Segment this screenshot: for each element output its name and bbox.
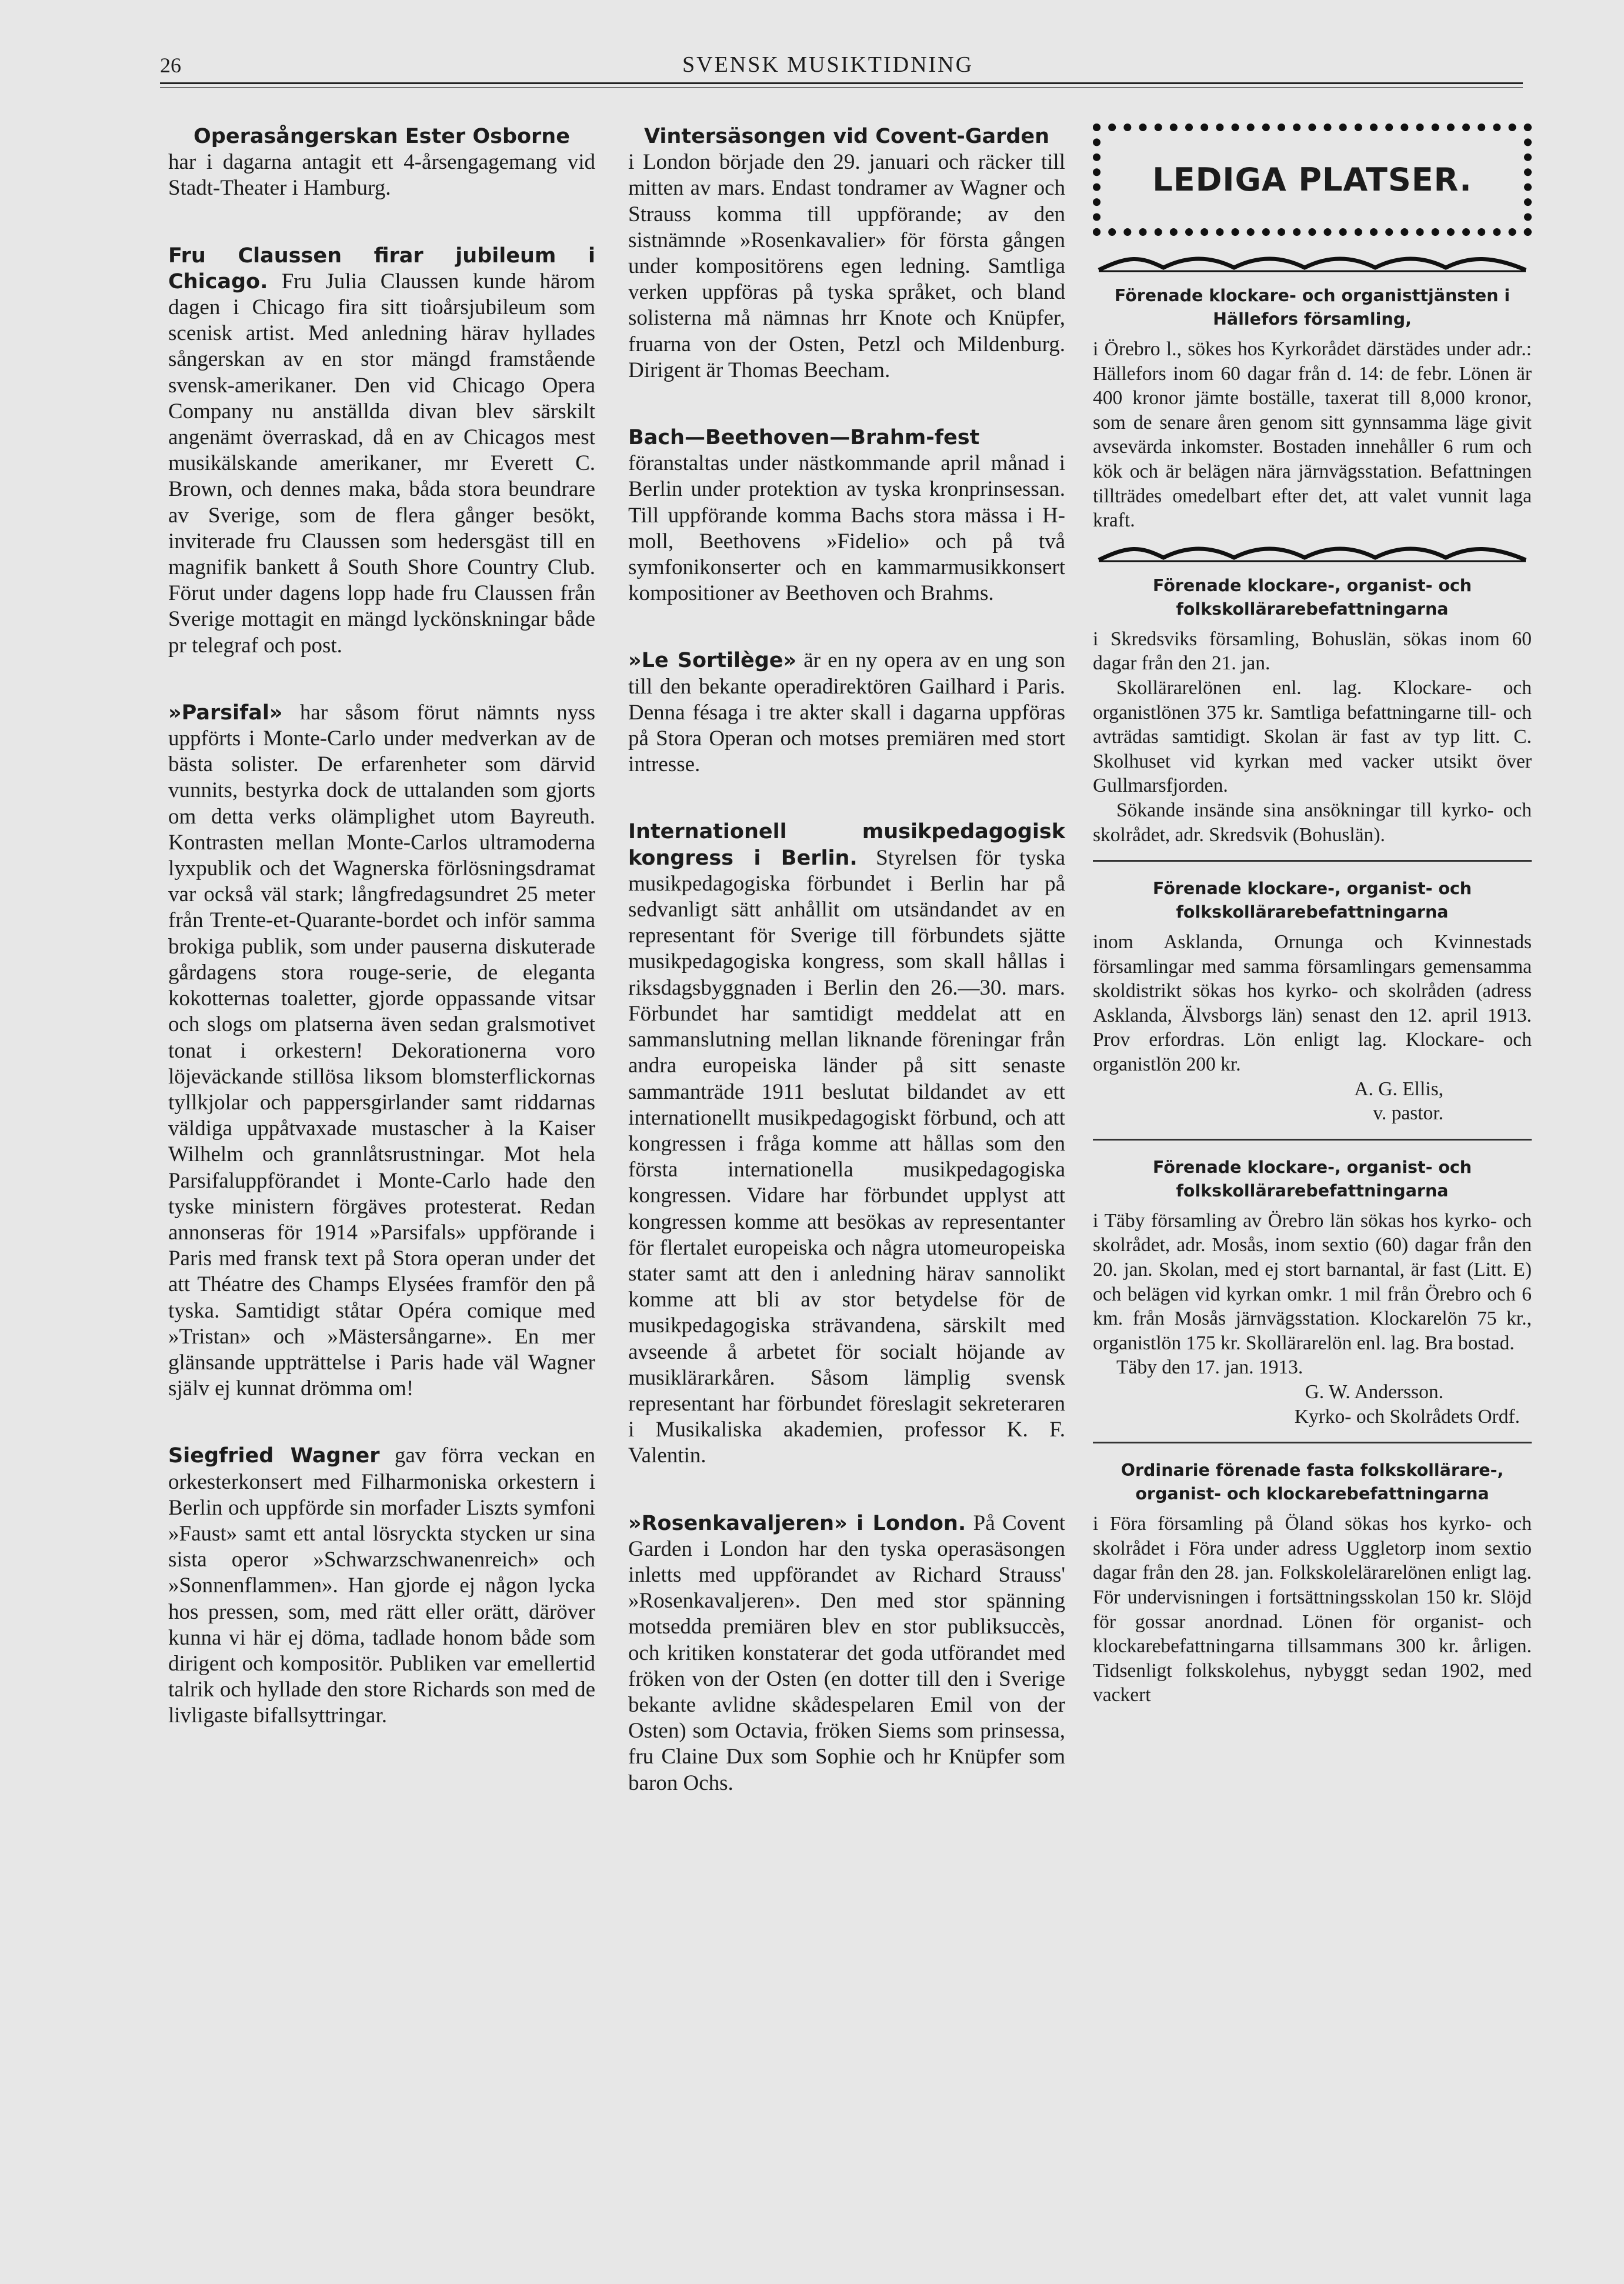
column-3-classifieds [1093,124,1532,1718]
divider-line [1093,1442,1532,1443]
page-number: 26 [160,54,181,77]
signature: G. W. Andersson. [1305,1381,1443,1403]
article-text: föranstaltas under nästkommande april månad i Berlin under protektion av tyska kronprinsessan. Till uppförande komma Bachs stora mässa i H-moll, Beethovens »Fidelio» och på två symfonikonserter och en kammarmusikkonsert kompositioner av Beethoven och Brahms. [628,451,1065,606]
article-heading: Bach—Beethoven—Brahm-fest [628,426,980,450]
article-bach-fest [628,425,1065,606]
ad-text: i Täby församling av Örebro län sökas hos kyrko- och skolrådet, adr. Mosås, inom sextio (60) dagar från den 20. jan. Skolan, med ej stort barnantal, är fast (Litt. E) och belägen vid kyrkan omkr. 1 mil från Örebro och 6 km. från Mosås järnvägsstation. Klockarelön 75 kr., organistlön 175 kr. Skollärarelön enl. lag. Bra bostad. [1093,1209,1532,1354]
ad-heading: Förenade klockare-, organist- och folkskollärarebefattningarna [1152,1157,1472,1201]
header-rule [160,82,1523,84]
article-heading: Internationell musikpedagogisk kongress i Berlin. [628,820,1065,870]
article-heading: »Le Sortilège» [628,649,797,673]
divider-line [1093,860,1532,862]
ad-heading: Förenade klockare-, organist- och folkskollärarebefattningarna [1152,879,1472,922]
ornament-divider [1093,254,1532,274]
article-text: är en ny opera av en ung son till den bekante operadirektören Gailhard i Paris. Denna fésaga i tre akter skall i dagarna uppföras på Stora Operan och motses premiären med stort intresse. [628,648,1066,777]
ad-text: i Örebro l., sökes hos Kyrkorådet därstädes under adr.: Hällefors inom 60 dagar från d. 14: de febr. Lönen är 400 kronor jämte boställe, taxerat till 8,000 kronor, som de senare åren genom sitt gynnsamma läge givit avsevärda inkomster. Bostaden innehåller 6 rum och kök och är belägen nära järnvägsstation. Befattningen tillträdes omedelbart efter det, att valet vunnit laga kraft. [1093,338,1532,532]
ornament-divider [1093,544,1532,564]
article-covent-garden [628,124,1065,384]
ad-text: i Föra församling på Öland sökas hos kyrko- och skolrådet i Föra under adress Uggletorp inom sextio dagar från den 28. jan. Folkskolelärarelönen enligt lag. För undervisningen i fortsättningsskolan 150 kr. Slöjd för gossar anordnad. Lönen för organist- och klockarebefattningarna tillsammans 300 kr. årligen. Tidsenligt folkskolehus, nybyggt sedan 1902, med vackert [1093,1513,1532,1706]
signature-title: v. pastor. [1373,1102,1443,1125]
article-rosenkavaljeren [628,1511,1065,1796]
article-text: har i dagarna antagit ett 4-årsengagemang vid Stadt-Theater i Hamburg. [168,150,595,201]
article-text: Styrelsen för tyska musikpedagogiska förbundet i Berlin har på sedvanligt sätt anhållit om utsändandet av en representant för Sverige till förbundets sjätte musikpedagogiska kongress, som skall hållas i riksdagsbyggnaden i Berlin den 26.—30. mars. Förbundet har samtidigt meddelat att en sammanslutning mellan liknande föreningar från andra europeiska länder på sitt senaste sammanträde 1911 beslutat bildandet av ett internationellt musikpedagogiskt förbund, och att kongressen i fråga komme att hållas som den första internationella musikpedagogiska kongressen. Vidare har förbundet upplyst att kongressen komme att besökas av representanter för flertalet europeiska och några utomeuropeiska stater samt att den i anledning härav sannolikt komme att bli av stor betydelse för de musikpedagogiska strävandena, särskilt med avseende å arbetet för socialt höjande av musiklärarkåren. Såsom lämplig svensk representant har förbundet föreslagit sekreteraren i Musikaliska akademien, professor K. F. Valentin. [628,845,1065,1468]
article-heading: »Parsifal» [168,701,283,725]
article-text: i London började den 29. januari och räcker till mitten av mars. Endast tondramer av Wagner och Strauss komma till uppförande; av den sistnämnde »Rosenkavalier» för första gången under kompositörens egen ledning. Samtliga verken uppföras på tyska språket, och bland solisterna må nämnas hrr Knote och Knüpfer, fruarna von der Osten, Petzl och Mildenburg. Dirigent är Thomas Beecham. [628,150,1065,382]
ad-text: Skollärarelönen enl. lag. Klockare- och organistlönen 375 kr. Samtliga befattningarne till- och avträdas samtidigt. Skolan är fast av typ litt. C. Skolhuset vid kyrkan med vacker utsikt över Gullmarsfjorden. [1093,676,1532,797]
article-heading: Fru Claussen firar jubileum i Chicago. [168,244,595,294]
column-1 [168,124,595,1770]
ad-text: i Skredsviks församling, Bohuslän, sökas inom 60 dagar från den 21. jan. [1093,628,1532,675]
article-sortilege [628,648,1065,778]
article-siegfried-wagner [168,1443,595,1729]
article-kongress [628,819,1065,1469]
running-title: SVENSK MUSIKTIDNING [682,52,974,77]
article-heading: Siegfried Wagner [168,1444,380,1468]
ad-text: Sökande insände sina ansökningar till kyrko- och skolrådet, adr. Skredsvik (Bohuslän). [1093,799,1532,846]
lediga-platser-box [1093,124,1532,236]
section-title: LEDIGA PLATSER. [1152,161,1472,198]
signature: A. G. Ellis, [1354,1078,1443,1100]
ad-heading: Förenade klockare-, organist- och folkskollärarebefattningarna [1152,575,1472,619]
article-heading: Vintersäsongen vid Covent-Garden [643,125,1050,148]
article-heading: »Rosenkavaljeren» i London. [628,1511,966,1535]
article-text: gav förra veckan en orkesterkonsert med Filharmoniska orkestern i Berlin och uppförde sin morfader Liszts symfoni »Faust» samt ett antal lösryckta stycken ur sina sista operor »Schwarzschwanenreich» och »Sonnenflammen». Han gjorde ej någon lycka hos pressen, som, med rätt eller orätt, däröver kunna vi här ej döma, tadlade honom både som dirigent och kompositör. Publiken var emellertid talrik och hyllade den store Richards son med de livligaste bifallsyttringar. [168,1443,596,1728]
article-text: har såsom förut nämnts nyss uppförts i Monte-Carlo under medverkan av de bästa solister. De erfarenheter som därvid vunnits, bestyrka dock de uttalanden som gjorts om detta verks olämplighet utom Bayreuth. Kontrasten mellan Monte-Carlos ultramoderna lyxpublik och det Wagnerska förlösningsdramat var också väl stark; långfredagsundret 25 meter från Trente-et-Quarante-bordet och inför samma brokiga publik, som under pauserna diskuterade gårdagens stora rouge-serie, de eleganta kokotternas toaletter, gjorde oppassande vitsar och slogs om platserna även sedan gralsmotivet tonat i orkestern! Dekorationerna voro löjeväckande stillösa liksom blomsterflickornas tyllkjolar och pappersgirlander samt riddarnas väldiga uppåtvaxade mustascher à la Kaiser Wilhelm och grannlåtsrustningar. Mot hela Parsifaluppförandet i Monte-Carlo hade den tyske ministern förgäves protesterat. Redan annonseras för 1914 »Parsifals» uppförande i Paris med fransk text på Stora operan under det att Théatre des Champs Elysées framför den på tyska. Samtidigt ståtar Opéra comique med »Tristan» och »Mästersångarne». En mer glänsande uppträttelse i Paris hade väl Wagner själv ej kunnat drömma om! [168,700,595,1401]
ad-heading: Förenade klockare- och organisttjänsten i Hällefors församling, [1114,286,1510,329]
article-heading: Operasångerskan Ester Osborne [194,125,570,148]
article-text: Fru Julia Claussen kunde härom dagen i Chicago fira sitt tioårsjubileum som scenisk artist. Med anledning härav hyllades sångerskan av en stor mängd framstående svensk-amerikaner. Den vid Chicago Opera Company nu anställda divan blev särskilt angenämt överraskad, då en av Chicagos mest musikälskande amerikaner, mr Everett C. Brown, och dennes maka, båda stora beundrare av Sverige, som de flera gånger besökt, inviterade fru Claussen som hedersgäst till en magnifik bankett å South Shore Country Club. Förut under dagens lopp hade fru Claussen från Sverige mottagit en mängd lyckönskningar både pr telegraf och post. [168,269,595,658]
signature-title: Kyrko- och Skolrådets Ordf. [1294,1405,1520,1428]
divider-line [1093,1139,1532,1141]
article-osborne [168,124,595,202]
ad-heading: Ordinarie förenade fasta folkskollärare-, organist- och klockarebefattningarna [1121,1461,1504,1504]
column-2 [628,124,1065,1838]
article-text: På Covent Garden i London har den tyska operasäsongen inletts med uppförandet av Richard Strauss' »Rosenkavaljeren». Den med stor spänning motsedda premiären blev en stor publiksuccès, och kritiken konstaterar det goda utförandet med fröken von der Osten (en dotter till den i Sverige bekante avlidne skådespelaren Emil von der Osten) som Octavia, fröken Siems som prinsessa, fru Claine Dux som Sophie och hr Knüpfer som baron Ochs. [628,1511,1066,1795]
article-parsifal [168,700,595,1402]
ad-text: inom Asklanda, Ornunga och Kvinnestads församlingar med samma församlingars gemensamma skoldistrikt sökas hos kyrko- och skolråden (adress Asklanda, Älvsborgs län) senast den 12. april 1913. Prov erfordras. Lön enligt lag. Klockare- och organistlön 200 kr. [1093,931,1532,1076]
article-claussen [168,243,595,659]
ad-date: Täby den 17. jan. 1913. [1116,1356,1303,1379]
header-rule-thin [160,87,1523,88]
